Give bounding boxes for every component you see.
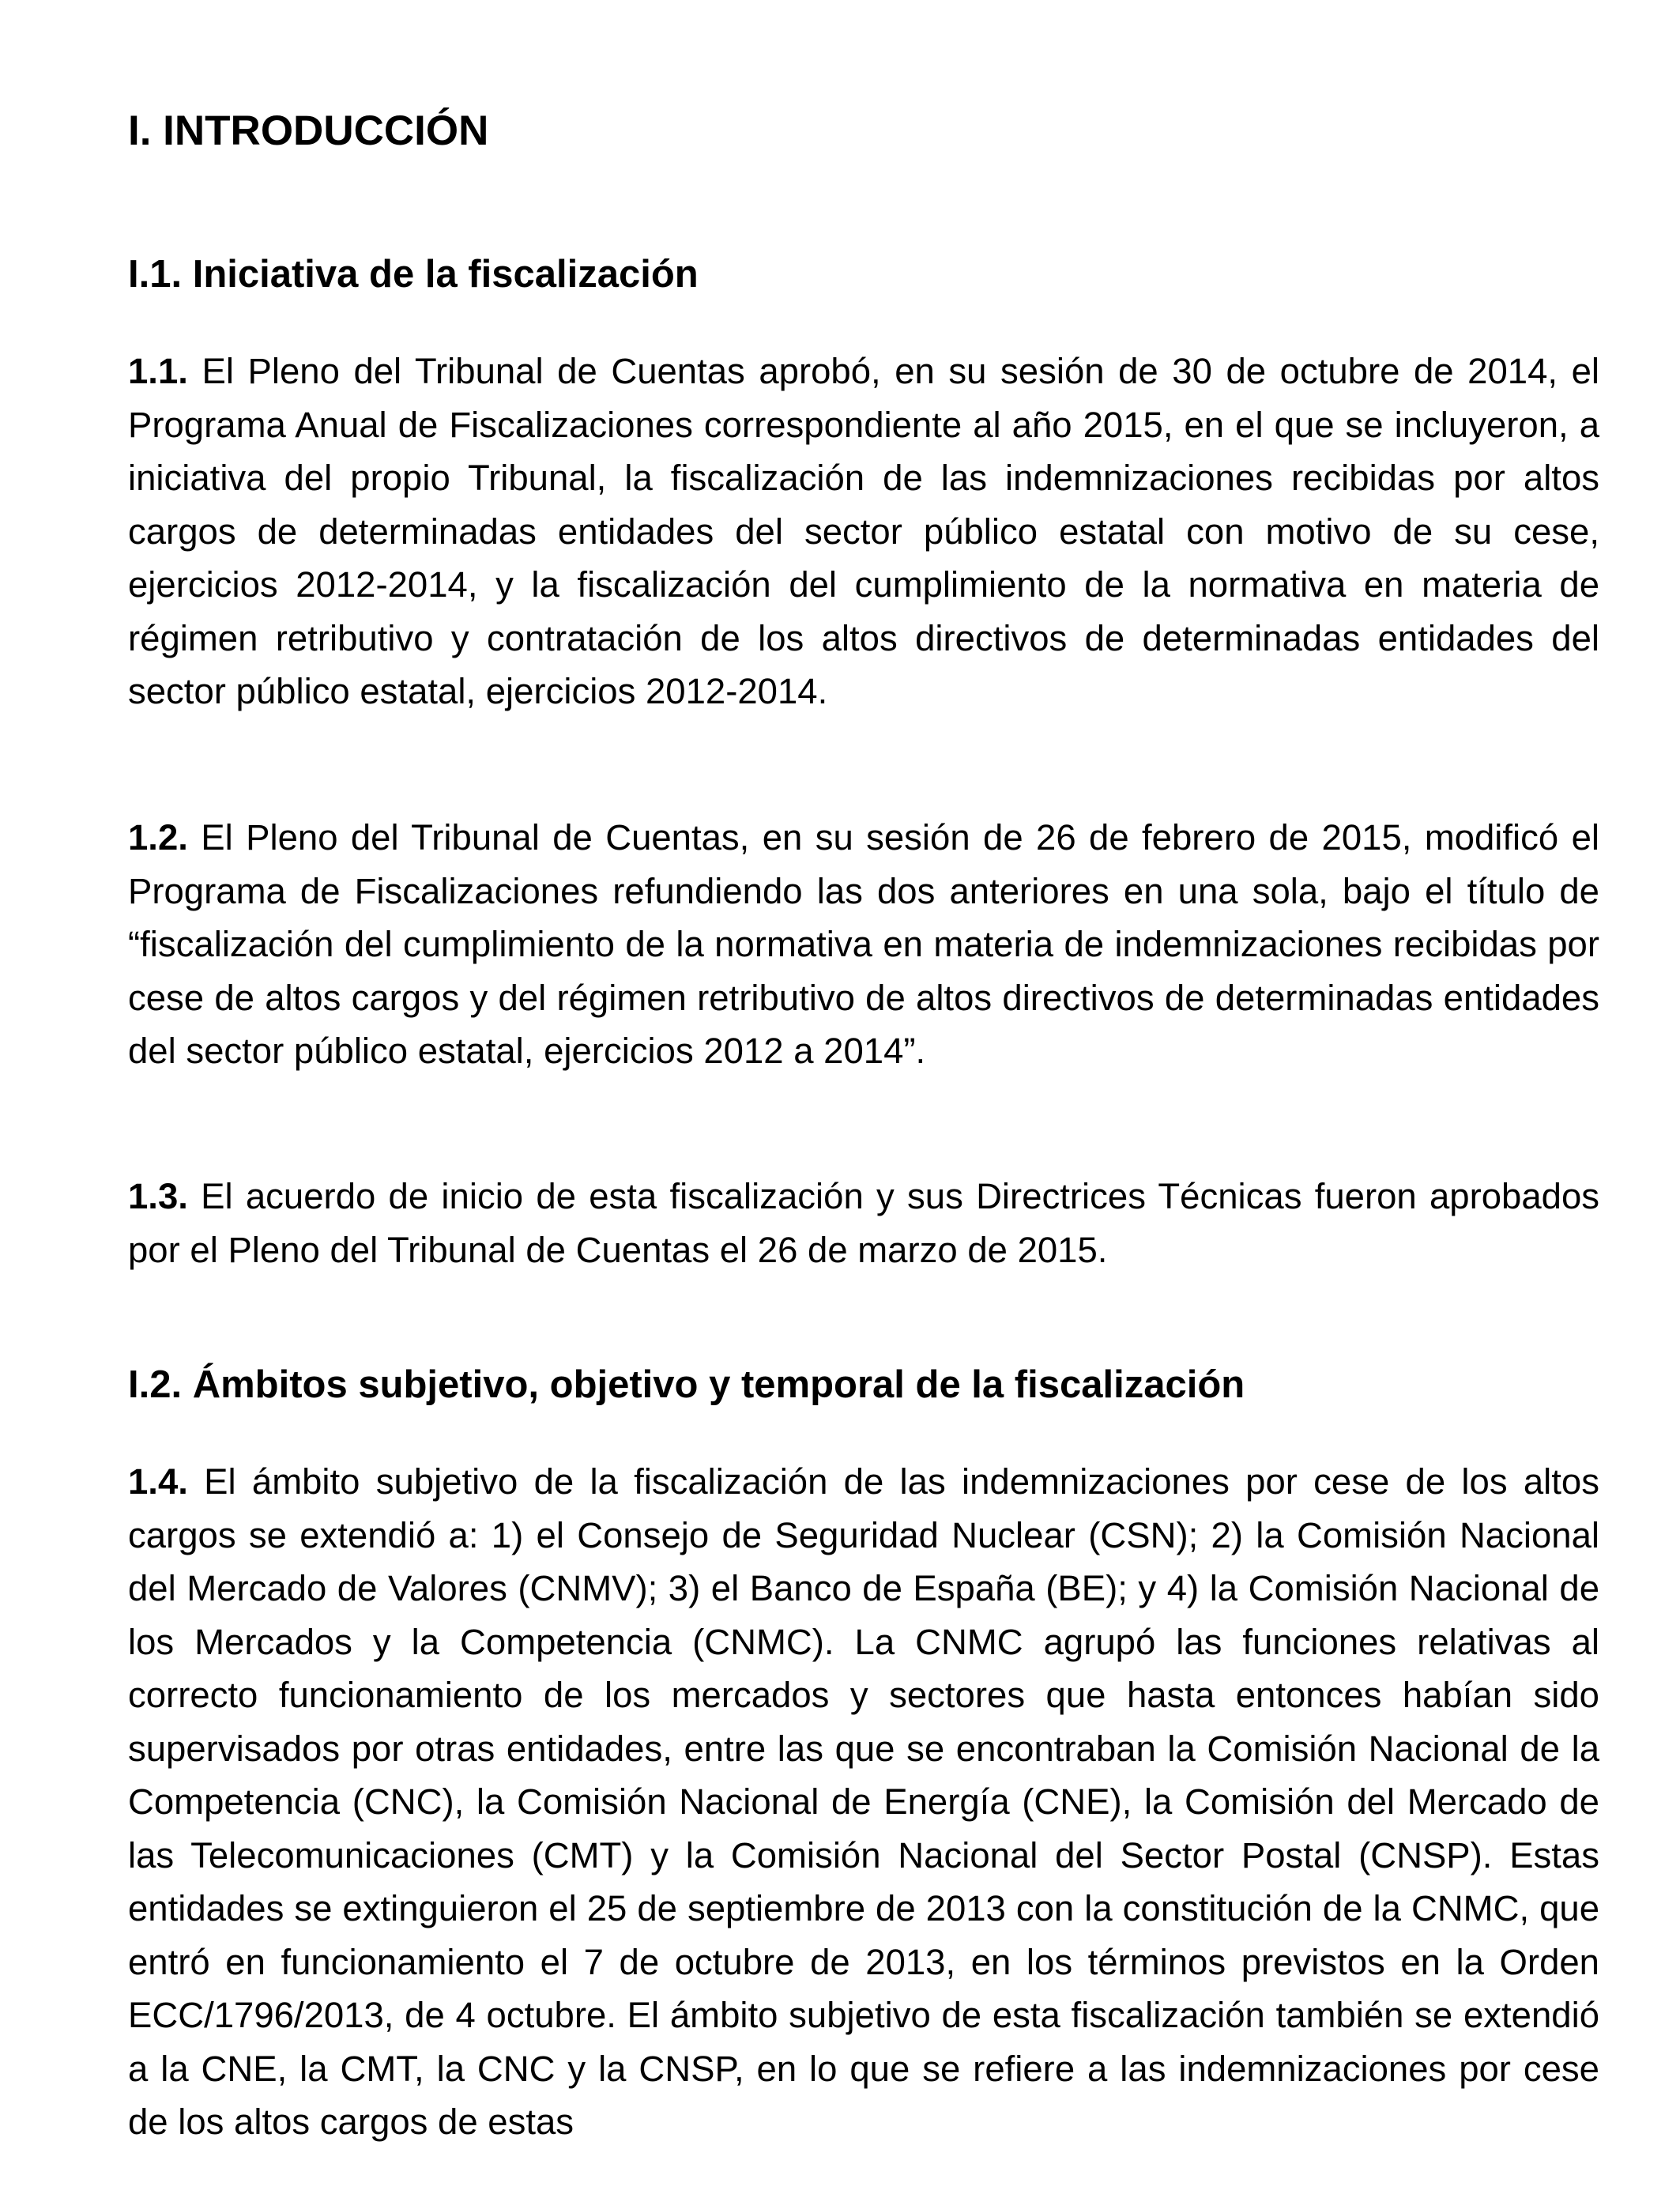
paragraph-1-4 [128,1455,1599,2149]
document-title: I. INTRODUCCIÓN [128,107,489,154]
paragraph-1-3 [128,1170,1599,1276]
paragraph-1-2 [128,811,1599,1078]
paragraph-number: 1.1. [128,351,188,391]
paragraph-1-1 [128,345,1599,718]
paragraph-number: 1.4. [128,1461,188,1502]
paragraph-text: El Pleno del Tribunal de Cuentas aprobó, en su sesión de 30 de octubre de 2014, el Programa Anual de Fiscalizaciones correspondiente al año 2015, en el que se incluyeron, a iniciativa del propio Tribunal, la fiscalización de las indemnizaciones recibidas por altos cargos de determinadas entidades del sector público estatal con motivo de su cese, ejercicios 2012-2014, y la fiscalización del cumplimiento de la normativa en materia de régimen retributivo y contratación de los altos directivos de determinadas entidades del sector público estatal, ejercicios 2012-2014. [128,351,1599,711]
paragraph-text: El ámbito subjetivo de la fiscalización de las indemnizaciones por cese de los altos cargos se extendió a: 1) el Consejo de Seguridad Nuclear (CSN); 2) la Comisión Nacional del Mercado de Valores (CNMV); 3) el Banco de España (BE); y 4) la Comisión Nacional de los Mercados y la Competencia (CNMC). La CNMC agrupó las funciones relativas al correcto funcionamiento de los mercados y sectores que hasta entonces habían sido supervisados por otras entidades, entre las que se encontraban la Comisión Nacional de la Competencia (CNC), la Comisión Nacional de Energía (CNE), la Comisión del Mercado de las Telecomunicaciones (CMT) y la Comisión Nacional del Sector Postal (CNSP). Estas entidades se extinguieron el 25 de septiembre de 2013 con la constitución de la CNMC, que entró en funcionamiento el 7 de octubre de 2013, en los términos previstos en la Orden ECC/1796/2013, de 4 octubre. El ámbito subjetivo de esta fiscalización también se extendió a la CNE, la CMT, la CNC y la CNSP, en lo que se refiere a las indemnizaciones por cese de los altos cargos de estas [128,1461,1599,2142]
paragraph-text: El Pleno del Tribunal de Cuentas, en su sesión de 26 de febrero de 2015, modificó el Programa de Fiscalizaciones refundiendo las dos anteriores en una sola, bajo el título de “fiscalización del cumplimiento de la normativa en materia de indemnizaciones recibidas por cese de altos cargos y del régimen retributivo de altos directivos de determinadas entidades del sector público estatal, ejercicios 2012 a 2014”. [128,817,1599,1071]
paragraph-number: 1.3. [128,1176,188,1216]
paragraph-number: 1.2. [128,817,188,858]
paragraph-text: El acuerdo de inicio de esta fiscalización y sus Directrices Técnicas fueron aprobados por el Pleno del Tribunal de Cuentas el 26 de marzo de 2015. [128,1176,1599,1270]
section-heading-2: I.2. Ámbitos subjetivo, objetivo y temporal de la fiscalización [128,1363,1245,1406]
section-heading-1: I.1. Iniciativa de la fiscalización [128,253,699,296]
